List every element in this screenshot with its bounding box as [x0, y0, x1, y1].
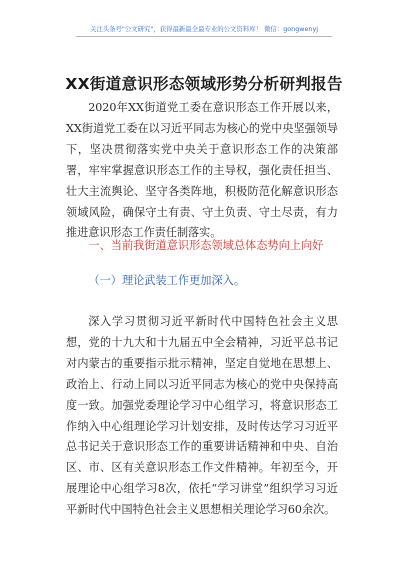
subsection-heading: （一）理论武装工作更加深入。	[88, 274, 246, 287]
header-note: 关注头条号"公文研究"，获得最新最全最专业的公文资料库！ 微信：gongwenyj	[89, 25, 319, 33]
intro-paragraph: 2020年XX街道党工委在意识形态工作开展以来，XX街道党工委在以习近平同志为核心的党中央坚强领导下，坚决贯彻落实党中央关于意识形态工作的决策部署，牢牢掌握意识形态工作的主导权，强化责任担当、壮大主流舆论、坚守各类阵地，积极防范化解意识形态领域风险，确保守土有责、守土负责、守土尽责，有力推进意识形态工作责任制落实。	[66, 101, 338, 240]
body-paragraph: 深入学习贯彻习近平新时代中国特色社会主义思想，党的十九大和十九届五中全会精神，习近平总书记对内蒙古的重要指示批示精神，坚定自觉地在思想上、政治上、行动上同以习近平同志为核心的党中央保持高度一致。加强党委理论学习中心组学习，将意识形态工作纳入中心组理论学习计划安排，及时传达学习习近平总书记关于意识形态工作的重要讲话精神和中央、自治区、市、区有关意识形态工作文件精神。年初至今，开展理论中心组学习8次，依托“学习讲堂”组织学习习近平新时代中国特色社会主义思想相关理论学习60余次。	[66, 315, 338, 517]
body-paragraph-block	[66, 312, 338, 521]
header-divider	[76, 36, 332, 37]
section-heading: 一、当前我街道意识形态领域总体态势向上向好	[88, 239, 324, 252]
intro-paragraph-block	[66, 98, 338, 244]
document-title: XX街道意识形态领域形势分析研判报告	[65, 75, 343, 93]
